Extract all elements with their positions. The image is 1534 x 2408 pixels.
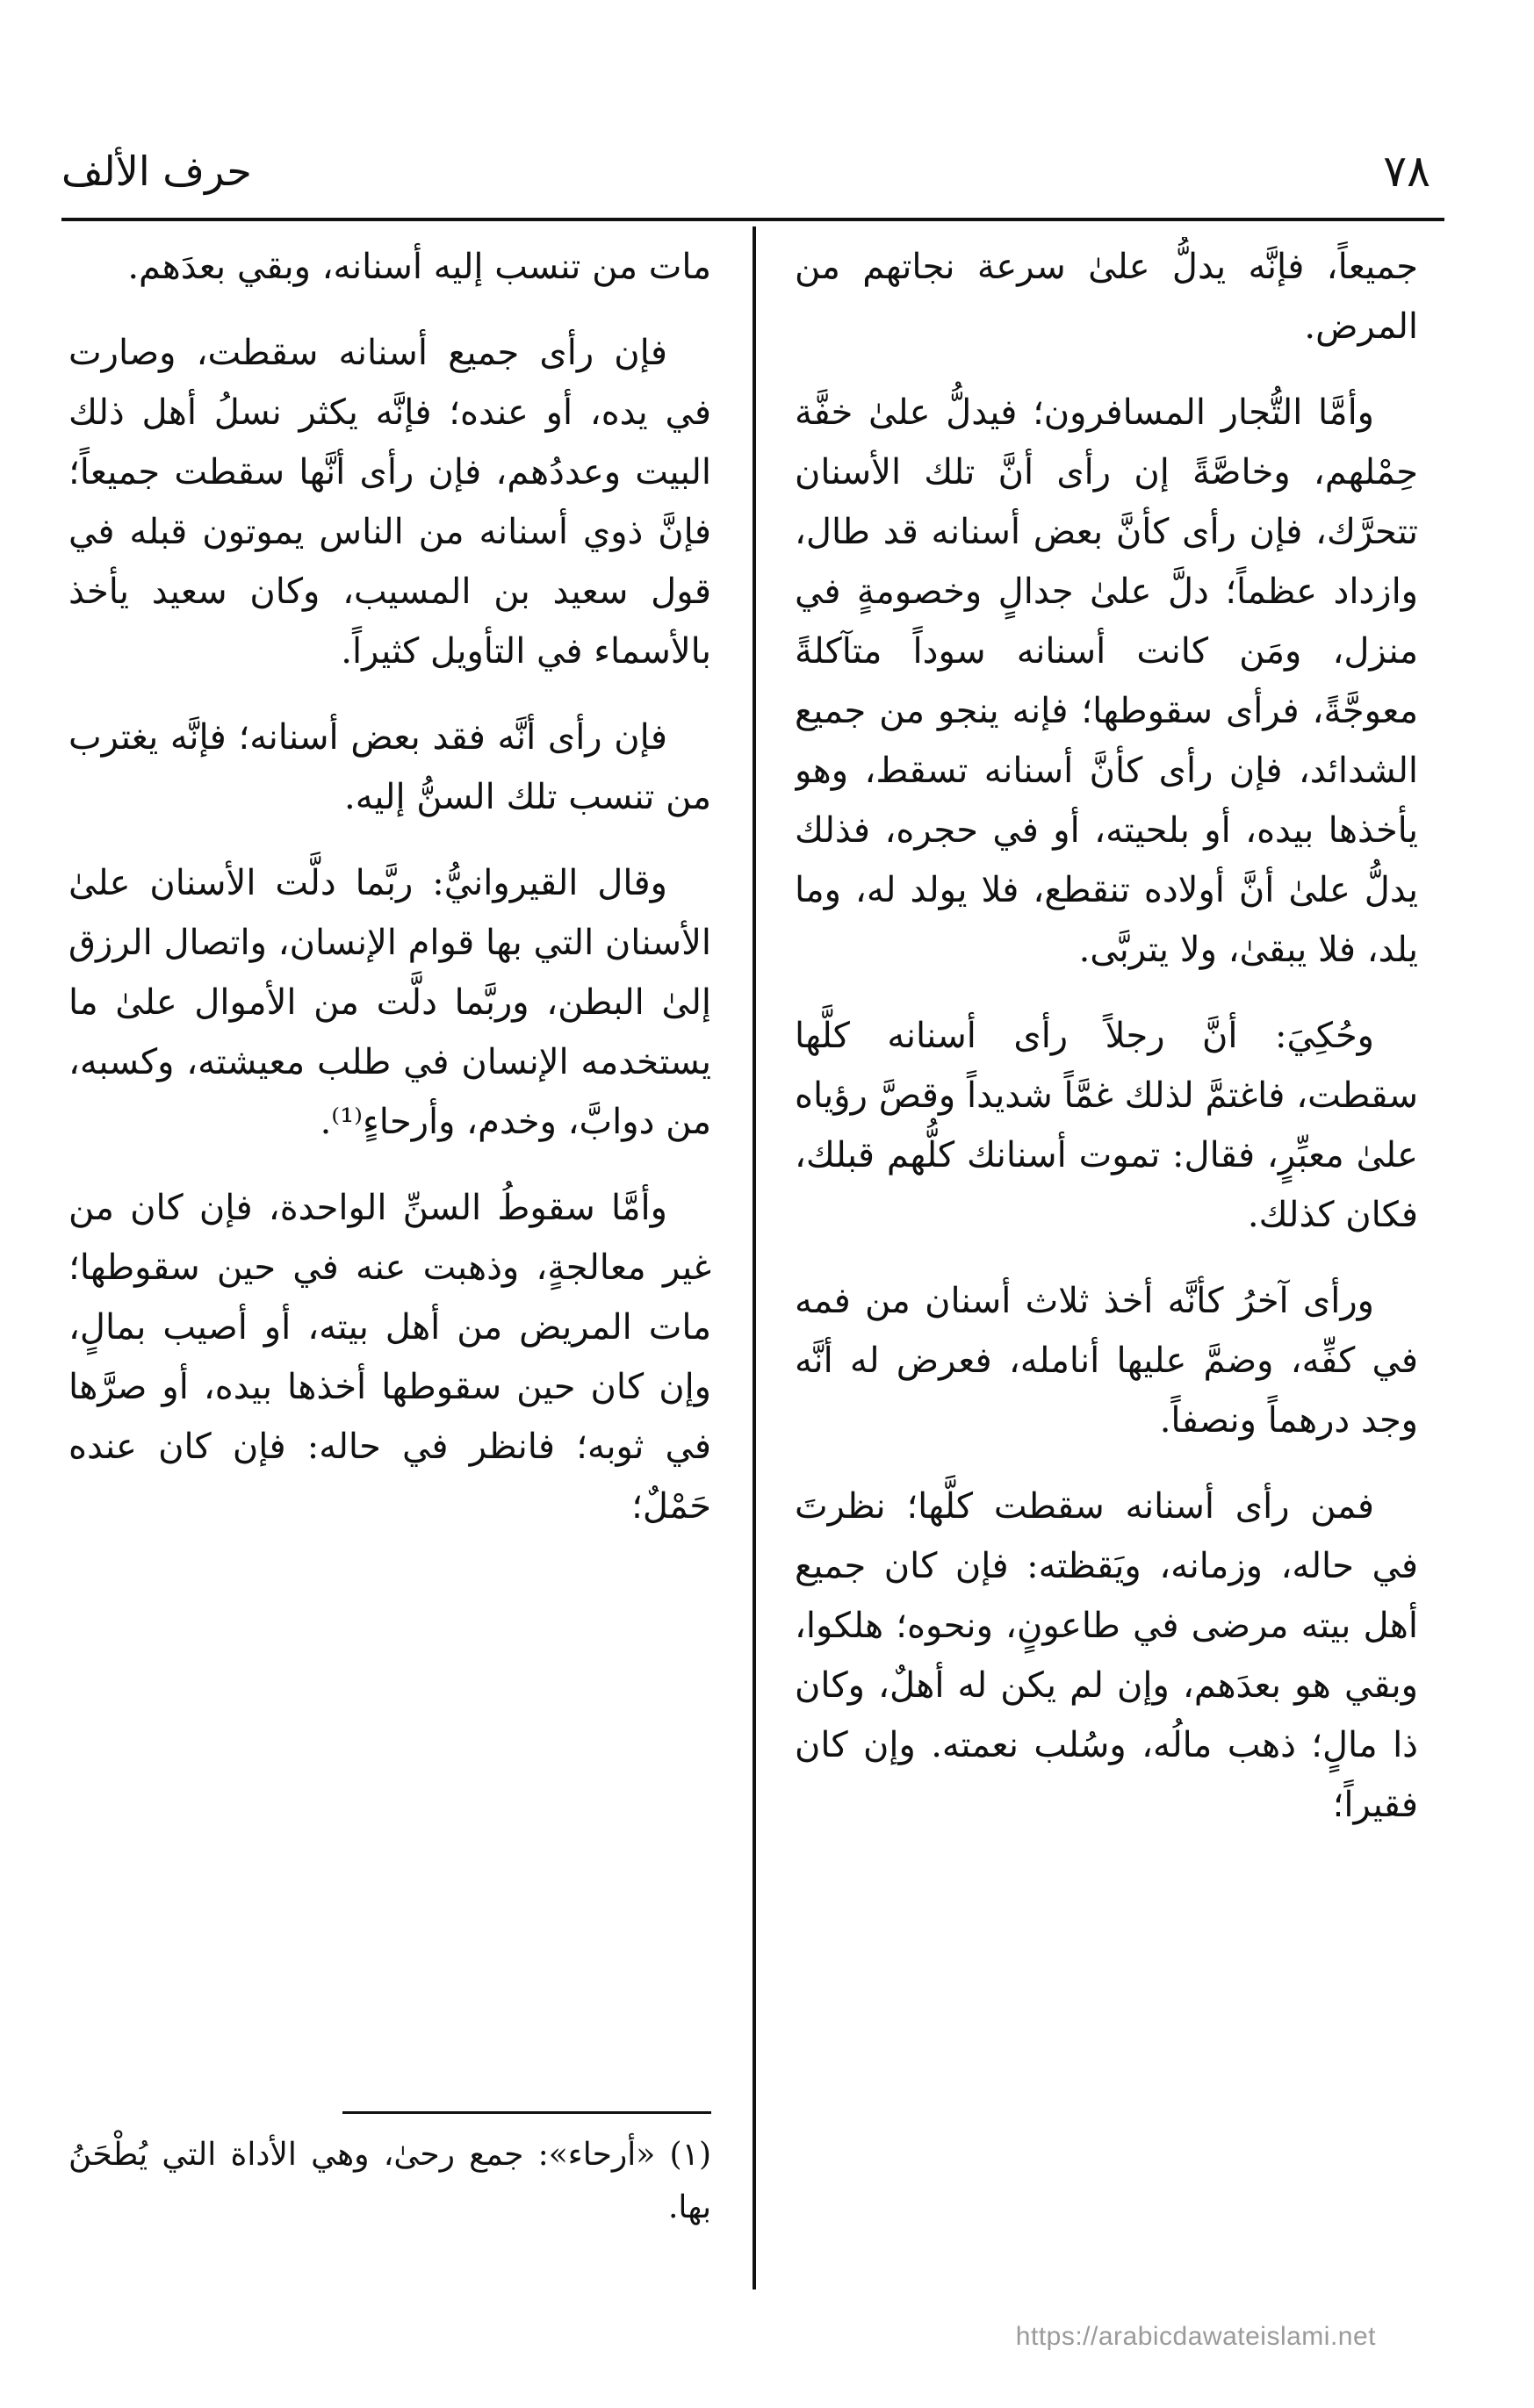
footnote-rule: [342, 2111, 711, 2114]
section-title: حرف الألف: [61, 147, 252, 195]
paragraph: ورأى آخرُ كأنَّه أخذ ثلاث أسنان من فمه في كفِّه، وضمَّ عليها أنامله، فعرض له أنَّه وجد درهماً ونصفاً.: [795, 1281, 1418, 1441]
right-column: [795, 237, 1418, 2282]
paragraph: مات من تنسب إليه أسنانه، وبقي بعدَهم.: [127, 247, 711, 287]
page-number: ٧٨: [1383, 146, 1430, 197]
paragraph: فإن رأى أنَّه فقد بعض أسنانه؛ فإنَّه يغترب من تنسب تلك السنُّ إليه.: [68, 717, 711, 817]
paragraph: وحُكِيَ: أنَّ رجلاً رأى أسنانه كلَّها سقطت، فاغتمَّ لذلك غمَّاً شديداً وقصَّ رؤياه علىٰ معبِّرٍ، فقال: تموت أسنانك كلُّهم قبلك، فكان كذلك.: [795, 1016, 1418, 1235]
footnote: (١) «أرحاء»: جمع رحىٰ، وهي الأداة التي يُطْحَنُ بها.: [68, 2137, 711, 2225]
paragraph: فإن رأى جميع أسنانه سقطت، وصارت في يده، أو عنده؛ فإنَّه يكثر نسلُ أهل ذلك البيت وعددُهم، فإن رأى أنَّها سقطت جميعاً؛ فإنَّ ذوي أسنانه من الناس يموتون قبله في قول سعيد بن المسيب، وكان سعيد يأخذ بالأسماء في التأويل كثيراً.: [68, 333, 711, 672]
left-column: [68, 237, 711, 2037]
paragraph: فمن رأى أسنانه سقطت كلَّها؛ نظرتَ في حاله، وزمانه، ويَقظته: فإن كان جميع أهل بيته مرضى في طاعونٍ، ونحوه؛ هلكوا، وبقي هو بعدَهم، وإن لم يكن له أهلٌ، وكان ذا مالٍ؛ ذهب مالُه، وسُلب نعمته. وإن كان فقيراً؛: [795, 1486, 1418, 1825]
paragraph: جميعاً، فإنَّه يدلُّ علىٰ سرعة نجاتهم من المرض.: [795, 247, 1418, 347]
paragraph: وأمَّا التُّجار المسافرون؛ فيدلُّ علىٰ خفَّة حِمْلهم، وخاصَّةً إن رأى أنَّ تلك الأسنان تتحرَّك، فإن رأى كأنَّ بعض أسنانه قد طال، وازداد عظماً؛ دلَّ علىٰ جدالٍ وخصومةٍ في منزل، ومَن كانت أسنانه سوداً متآكلةً معوجَّةً، فرأى سقوطها؛ فإنه ينجو من جميع الشدائد، فإن رأى كأنَّ أسنانه تسقط، وهو يأخذها بيده، أو بلحيته، أو في حجره، فذلك يدلُّ علىٰ أنَّ أولاده تنقطع، فلا يولد له، وما يلد، فلا يبقىٰ، ولا يتربَّى.: [795, 392, 1418, 970]
watermark: https://arabicdawateislami.net: [1015, 2322, 1376, 2351]
paragraph: وأمَّا سقوطُ السنِّ الواحدة، فإن كان من غير معالجةٍ، وذهبت عنه في حين سقوطها؛ مات المريض من أهل بيته، أو أصيب بمالٍ، وإن كان حين سقوطها أخذها بيده، أو صرَّها في ثوبه؛ فانظر في حاله: فإن كان عنده حَمْلٌ؛: [68, 1188, 711, 1527]
column-divider: [753, 226, 756, 2289]
header-rule: [61, 218, 1444, 221]
paragraph: وقال القيروانيُّ: ربَّما دلَّت الأسنان علىٰ الأسنان التي بها قوام الإنسان، واتصال الرزق إلىٰ البطن، وربَّما دلَّت من الأموال علىٰ ما يستخدمه الإنسان في طلب معيشته، وكسبه، من دوابَّ، وخدم، وأرحاءٍ⁽¹⁾.: [68, 863, 711, 1142]
